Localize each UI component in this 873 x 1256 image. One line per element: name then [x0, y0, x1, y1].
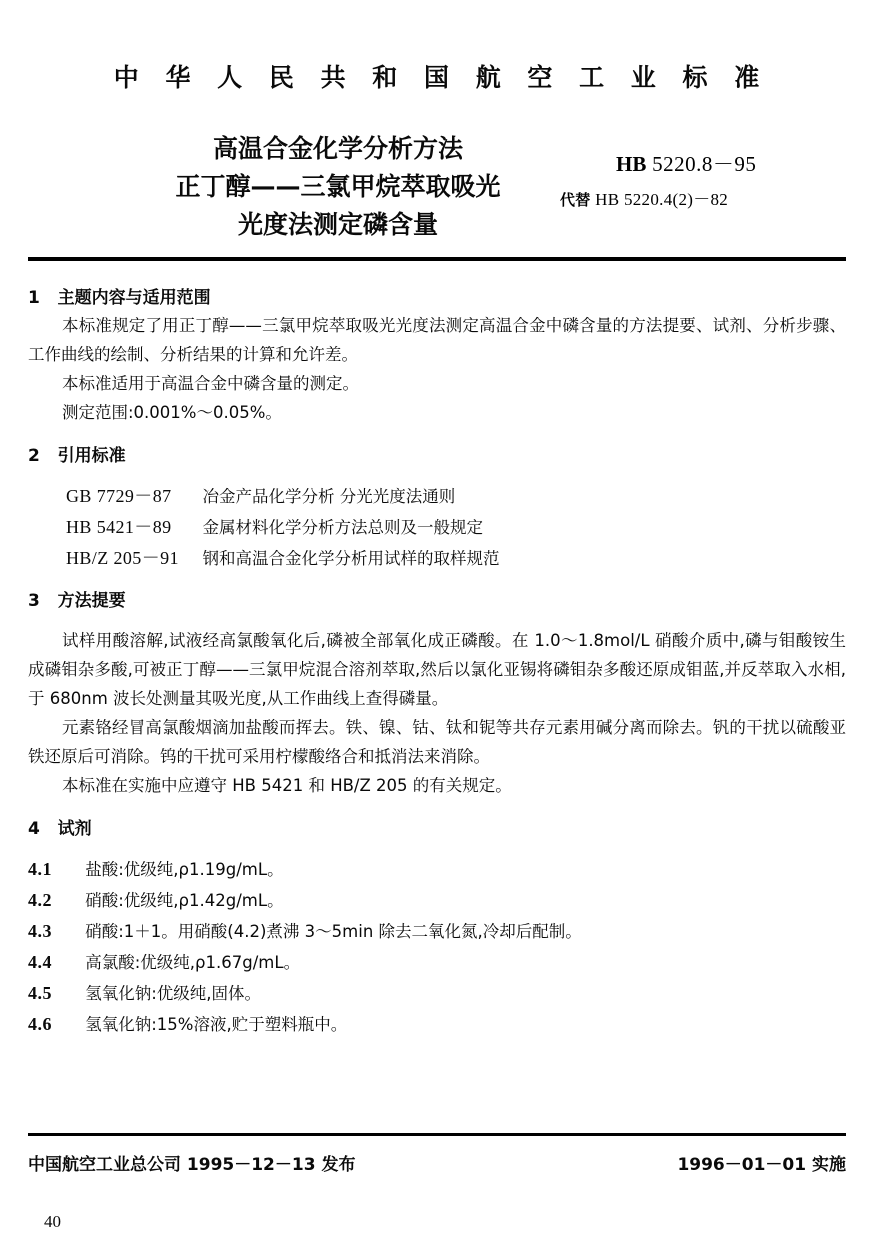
page-number: 40	[44, 1212, 61, 1231]
reference-title: 金属材料化学分析方法总则及一般规定	[202, 518, 483, 537]
section-1-paragraph-3: 测定范围:0.001%～0.05%。	[62, 403, 282, 422]
reference-title: 冶金产品化学分析 分光光度法通则	[202, 487, 456, 506]
document-body	[28, 285, 846, 1040]
reagent-number: 4.1	[28, 859, 52, 879]
spacer	[28, 800, 846, 816]
title-line-1: 高温合金化学分析方法	[212, 134, 463, 163]
standard-number-value: 5220.8－95	[652, 152, 757, 176]
list-item	[28, 916, 846, 947]
standard-replaces	[560, 185, 860, 210]
list-item	[28, 512, 846, 543]
spacer	[28, 842, 846, 854]
reference-title: 钢和高温合金化学分析用试样的取样规范	[202, 549, 500, 568]
page-footer	[28, 1150, 846, 1190]
standard-number-block	[560, 148, 860, 210]
footer-issuer-and-date: 中国航空工业总公司 1995－12－13 发布	[28, 1155, 356, 1175]
reagent-text: 硝酸:优级纯,ρ1.42g/mL。	[85, 891, 284, 910]
reagent-number: 4.6	[28, 1014, 52, 1034]
section-1-heading: 1 主题内容与适用范围	[28, 288, 211, 308]
list-item	[28, 543, 846, 574]
section-4-heading: 4 试剂	[28, 819, 92, 839]
section-3-paragraph-3: 本标准在实施中应遵守 HB 5421 和 HB/Z 205 的有关规定。	[62, 776, 512, 795]
footer-effective-date: 1996－01－01 实施	[677, 1155, 846, 1175]
reagent-text: 高氯酸:优级纯,ρ1.67g/mL。	[85, 953, 301, 972]
list-item	[28, 481, 846, 512]
reagent-text: 盐酸:优级纯,ρ1.19g/mL。	[85, 860, 284, 879]
reagent-number: 4.5	[28, 983, 52, 1003]
title-line-2: 正丁醇——三氯甲烷萃取吸光	[175, 172, 501, 201]
reference-code: HB 5421－89	[66, 517, 172, 537]
list-item	[28, 885, 846, 916]
section-3-heading: 3 方法提要	[28, 591, 126, 611]
spacer	[28, 574, 846, 588]
spacer	[28, 614, 846, 626]
list-item	[28, 854, 846, 885]
referenced-standards-list	[28, 481, 846, 574]
section-2-heading: 2 引用标准	[28, 446, 126, 466]
reagent-text: 硝酸:1＋1。用硝酸(4.2)煮沸 3～5min 除去二氧化氮,冷却后配制。	[85, 922, 582, 941]
reagent-text: 氢氧化钠:优级纯,固体。	[85, 984, 262, 1003]
footer-divider-rule	[28, 1133, 846, 1136]
reagents-list	[28, 854, 846, 1040]
reagent-number: 4.4	[28, 952, 52, 972]
section-3-paragraph-1: 试样用酸溶解,试液经高氯酸氧化后,磷被全部氧化成正磷酸。在 1.0～1.8mol/L 硝酸介质中,磷与钼酸铵生成磷钼杂多酸,可被正丁醇——三氯甲烷混合溶剂萃取,然后以氯化亚锡将磷钼杂多酸还原成钼蓝,并反萃取入水相,于 680nm 波长处测量其吸光度,从工作曲线上查得磷量。	[28, 631, 846, 708]
spacer	[28, 469, 846, 481]
standard-replaces-label: 代替	[560, 191, 591, 209]
section-3-paragraph-2: 元素铬经冒高氯酸烟滴加盐酸而挥去。铁、镍、钴、钛和铌等共存元素用碱分离而除去。钒的干扰以硫酸亚铁还原后可消除。钨的干扰可采用柠檬酸络合和抵消法来消除。	[28, 718, 846, 766]
header-divider-rule	[28, 257, 846, 261]
reagent-text: 氢氧化钠:15%溶液,贮于塑料瓶中。	[85, 1015, 348, 1034]
standard-replaces-value: HB 5220.4(2)－82	[595, 190, 729, 209]
reagent-number: 4.2	[28, 890, 52, 910]
document-title	[108, 130, 568, 244]
reference-code: HB/Z 205－91	[66, 548, 179, 568]
title-zone	[0, 130, 873, 250]
title-line-3: 光度法测定磷含量	[237, 210, 438, 239]
list-item	[28, 947, 846, 978]
standard-number-prefix: HB	[616, 152, 647, 176]
standard-number	[560, 148, 860, 178]
spacer	[28, 427, 846, 443]
section-1-paragraph-2: 本标准适用于高温合金中磷含量的测定。	[62, 374, 359, 393]
masthead-title: 中 华 人 民 共 和 国 航 空 工 业 标 准	[113, 63, 769, 92]
list-item	[28, 1009, 846, 1040]
reference-code: GB 7729－87	[66, 486, 172, 506]
section-1-paragraph-1: 本标准规定了用正丁醇——三氯甲烷萃取吸光光度法测定高温合金中磷含量的方法提要、试剂、分析步骤、工作曲线的绘制、分析结果的计算和允许差。	[28, 316, 846, 364]
reagent-number: 4.3	[28, 921, 52, 941]
list-item	[28, 978, 846, 1009]
